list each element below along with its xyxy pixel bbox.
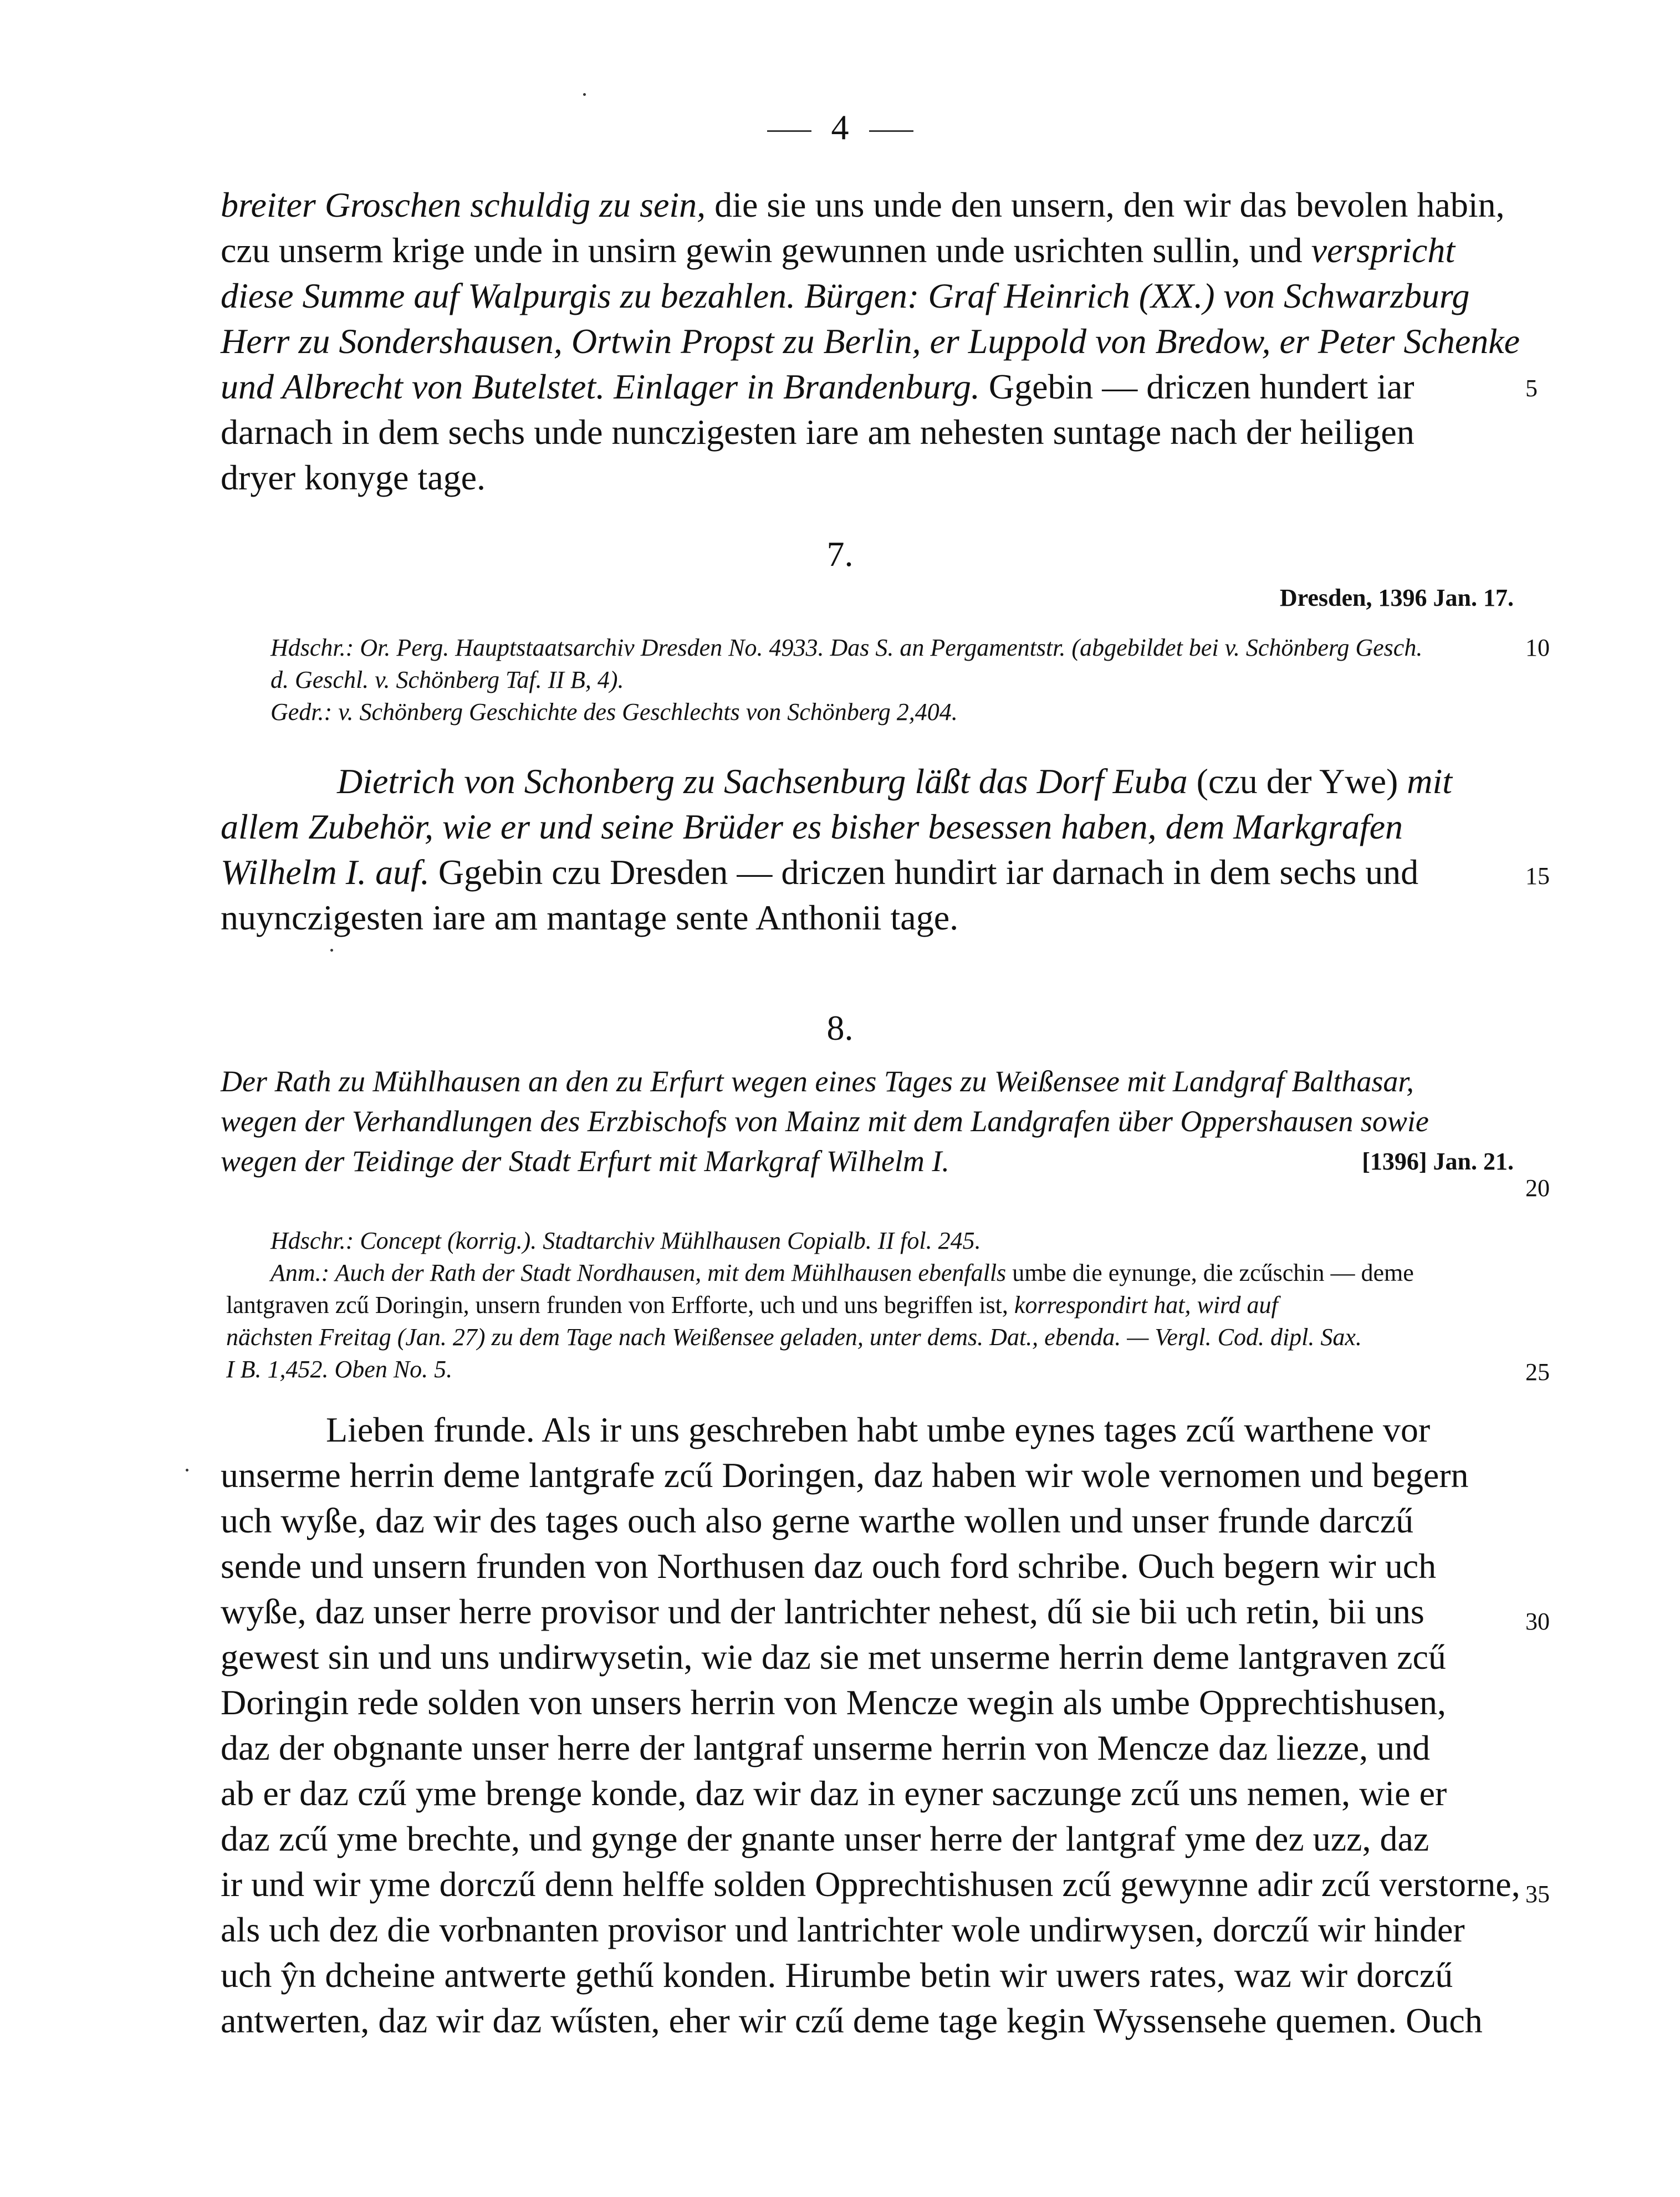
text-line xyxy=(221,850,1418,895)
page-number: 4 xyxy=(0,105,1680,150)
italic-run: nächsten Freitag (Jan. 27) zu dem Tage nach Weißensee geladen, unter dems. Dat., ebenda. — Vergl. Cod. dipl. Sax. xyxy=(226,1324,1362,1351)
roman-run: lantgraven zcű Doringin, unsern frunden von Erfforte, uch und uns begriffen ist, xyxy=(226,1291,1014,1319)
italic-run: Hdschr.: Or. Perg. Hauptstaatsarchiv Dresden No. 4933. Das S. an Pergamentstr. (abgebildet bei v. Schönberg Gesch. xyxy=(270,634,1423,661)
header-rule-left xyxy=(767,130,811,132)
roman-run: die sie uns unde den unsern, den wir das bevolen habin, xyxy=(706,185,1505,224)
text-line: uch ŷn dcheine antwerte gethű konden. Hirumbe betin wir uwers rates, waz wir dorczű xyxy=(221,1955,1453,1995)
source-notes xyxy=(226,1225,1518,1391)
scan-speck xyxy=(330,949,333,952)
roman-run: umbe die eynunge, die zcűschin — deme xyxy=(1006,1259,1414,1286)
roman-run: nuynczigesten iare am mantage sente Anthonii tage. xyxy=(221,898,959,937)
italic-run: I B. 1,452. Oben No. 5. xyxy=(226,1356,453,1383)
note-line xyxy=(270,1257,1414,1289)
text-line xyxy=(221,896,958,940)
line-number: 30 xyxy=(1525,1608,1550,1635)
text-line xyxy=(221,228,1455,273)
scan-speck xyxy=(186,1469,188,1472)
text-line: ir und wir yme dorczű denn helffe solden Opprechtishusen zcű gewynne adir zcű verstorne, xyxy=(221,1864,1520,1904)
text-line: daz der obgnante unser herre der lantgraf unserme herrin von Mencze daz liezze, und xyxy=(221,1728,1431,1767)
note-line xyxy=(226,1321,1362,1353)
source-notes xyxy=(270,632,1518,732)
note-line xyxy=(270,632,1422,664)
italic-run: Dietrich von Schonberg zu Sachsenburg läßt das Dorf Euba xyxy=(337,762,1188,801)
text-line xyxy=(221,319,1520,364)
italic-run: Hdschr.: Concept (korrig.). Stadtarchiv Mühlhausen Copialb. II fol. 245. xyxy=(270,1227,981,1254)
italic-run: mit xyxy=(1407,762,1453,801)
line-number: 35 xyxy=(1525,1881,1550,1908)
document-6-continuation xyxy=(221,183,1518,504)
italic-run: Gedr.: v. Schönberg Geschichte des Geschlechts von Schönberg 2,404. xyxy=(270,698,958,725)
text-line: wyße, daz unser herre provisor und der lantrichter nehest, dű sie bii uch retin, bii uns xyxy=(221,1592,1424,1631)
note-line xyxy=(270,696,958,728)
line-number: 15 xyxy=(1525,862,1550,890)
roman-run: Ggebin czu Dresden — driczen hundirt iar darnach in dem sechs und xyxy=(429,852,1419,892)
italic-run: diese Summe auf Walpurgis zu bezahlen. Bürgen: Graf Heinrich (XX.) von Schwarzburg xyxy=(221,276,1470,315)
document-number: 8. xyxy=(826,1008,854,1048)
text-line: uch wyße, daz wir des tages ouch also gerne warthe wollen und unser frunde darczű xyxy=(221,1501,1414,1540)
text-line: sende und unsern frunden von Northusen daz ouch ford schribe. Ouch begern wir uch xyxy=(221,1546,1437,1586)
italic-run: und Albrecht von Butelstet. Einlager in Brandenburg. xyxy=(221,367,980,406)
italic-run: breiter Groschen schuldig zu sein, xyxy=(221,185,706,224)
note-line xyxy=(270,1225,981,1257)
dateline: Dresden, 1396 Jan. 17. xyxy=(1279,584,1514,611)
line-number: 10 xyxy=(1525,634,1550,661)
text-line: ab er daz czű yme brenge konde, daz wir daz in eyner saczunge zcű uns nemen, wie er xyxy=(221,1774,1447,1813)
heading-line: Der Rath zu Mühlhausen an den zu Erfurt wegen eines Tages zu Weißensee mit Landgraf Balthasar, xyxy=(221,1065,1414,1098)
roman-run: Ggebin — driczen hundert iar xyxy=(979,367,1415,406)
roman-run: czu unserm krige unde in unsirn gewin gewunnen unde usrichten sullin, und xyxy=(221,231,1311,270)
italic-run: allem Zubehör, wie er und seine Brüder es bisher besessen haben, dem Markgrafen xyxy=(221,807,1403,846)
note-line xyxy=(226,1353,452,1386)
italic-run: verspricht xyxy=(1311,231,1456,270)
dateline: [1396] Jan. 21. xyxy=(1362,1148,1514,1175)
regest-heading xyxy=(221,1061,1518,1205)
line-number: 25 xyxy=(1525,1358,1550,1386)
text-line: antwerten, daz wir daz wűsten, eher wir czű deme tage kegin Wyssensehe quemen. Ouch xyxy=(221,2001,1483,2040)
heading-line: wegen der Verhandlungen des Erzbischofs von Mainz mit dem Landgrafen über Oppershausen sowie xyxy=(221,1105,1429,1138)
roman-run: (czu der Ywe) xyxy=(1187,762,1407,801)
document-number: 7. xyxy=(826,534,854,574)
regest-text xyxy=(221,759,1518,948)
text-line xyxy=(221,365,1415,409)
scan-speck xyxy=(583,93,586,96)
text-line xyxy=(221,183,1505,227)
header-rule-right xyxy=(869,130,913,132)
note-line xyxy=(226,1289,1278,1321)
line-number: 20 xyxy=(1525,1174,1550,1202)
italic-run: korrespondirt hat, wird auf xyxy=(1014,1291,1278,1319)
text-line: als uch dez die vorbnanten provisor und lantrichter wole undirwysen, dorczű wir hinder xyxy=(221,1910,1465,1949)
note-line xyxy=(270,664,624,696)
italic-run: d. Geschl. v. Schönberg Taf. II B, 4). xyxy=(270,666,624,693)
text-line xyxy=(221,274,1469,318)
letter-text xyxy=(221,1408,1518,2056)
text-line xyxy=(337,759,1452,804)
roman-run: darnach in dem sechs unde nunczigesten iare am nehesten suntage nach der heiligen xyxy=(221,412,1415,452)
text-line: daz zcű yme brechte, und gynge der gnante unser herre der lantgraf yme dez uzz, daz xyxy=(221,1819,1429,1858)
italic-run: Herr zu Sondershausen, Ortwin Propst zu Berlin, er Luppold von Bredow, er Peter Schenke xyxy=(221,321,1520,361)
text-line: unserme herrin deme lantgrafe zcű Doringen, daz haben wir wole vernomen und begern xyxy=(221,1455,1469,1495)
text-line xyxy=(221,410,1415,454)
roman-run: dryer konyge tage. xyxy=(221,458,486,497)
italic-run: Anm.: Auch der Rath der Stadt Nordhausen, mit dem Mühlhausen ebenfalls xyxy=(270,1259,1007,1286)
text-line: gewest sin und uns undirwysetin, wie daz sie met unserme herrin deme lantgraven zcű xyxy=(221,1637,1446,1677)
text-line: Doringin rede solden von unsers herrin von Mencze wegin als umbe Opprechtishusen, xyxy=(221,1683,1446,1722)
italic-run: Wilhelm I. auf. xyxy=(221,852,430,892)
line-number: 5 xyxy=(1525,375,1538,402)
text-line xyxy=(221,805,1403,849)
text-line xyxy=(221,456,486,500)
heading-line: wegen der Teidinge der Stadt Erfurt mit Markgraf Wilhelm I. xyxy=(221,1145,949,1178)
text-line: Lieben frunde. Als ir uns geschreben habt umbe eynes tages zcű warthene vor xyxy=(326,1410,1431,1449)
